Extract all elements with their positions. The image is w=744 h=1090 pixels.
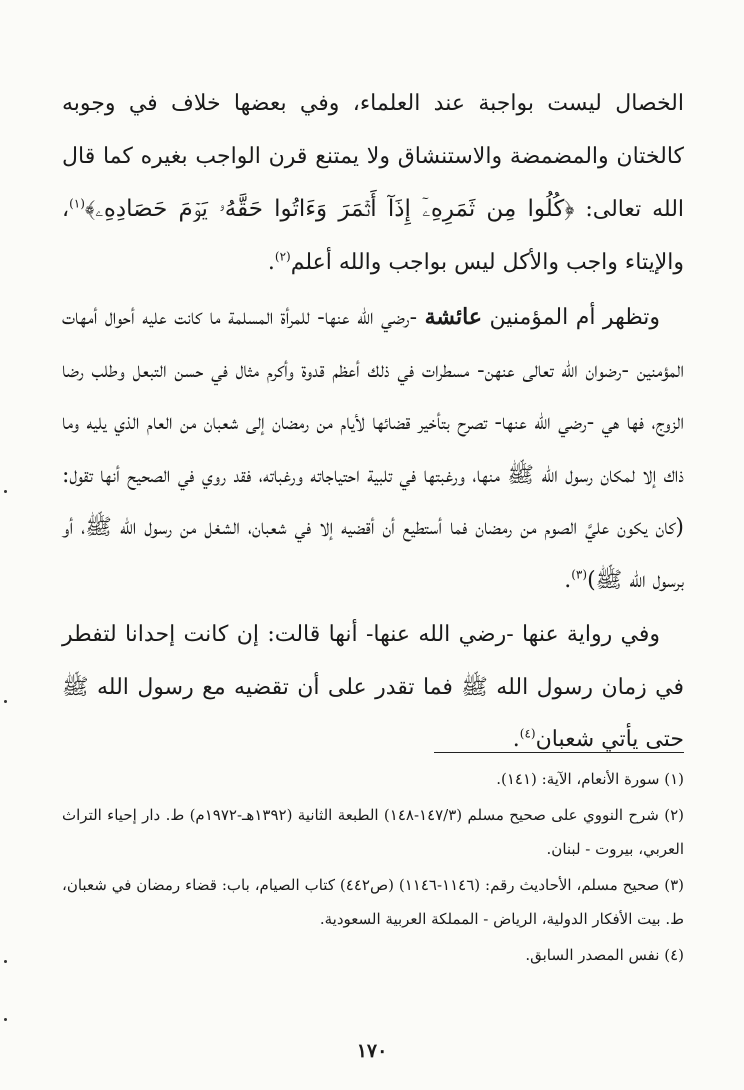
paragraph-2-text-c: .: [564, 567, 572, 593]
footnote-divider: [434, 752, 684, 753]
paragraph-1-text-a: الخصال ليست بواجبة عند العلماء، وفي بعضها خلاف في وجوبه كالختان والمضمضة والاستنشاق ولا يمتنع قرن الواجب بغيره كما قال الله تعالى:: [62, 91, 685, 222]
scan-edge-mark: [4, 960, 7, 963]
footnotes: [62, 762, 684, 972]
footnote-2: (٢) شرح النووي على صحيح مسلم (١٤٧/٣-١٤٨) الطبعة الثانية (١٣٩٢هـ-١٩٧٢م) ط. دار إحياء التراث العربي، بيروت - لبنان.: [62, 806, 684, 858]
paragraph-2: [62, 291, 684, 607]
footnote-ref-1[interactable]: (١): [69, 196, 85, 211]
footnote-4: (٤) نفس المصدر السابق.: [525, 946, 684, 964]
aisha-name: عائشة: [424, 304, 482, 330]
paragraph-3: [62, 609, 684, 767]
footnote-3: (٣) صحيح مسلم، الأحاديث رقم: (١١٤٦-١١٤٦) (ص٤٤٢) كتاب الصيام، باب: قضاء رمضان في شعبان، ط. بيت الأفكار الدولية، الرياض - المملكة العربية السعودية.: [62, 876, 685, 928]
scan-edge-mark: [4, 700, 7, 703]
paragraph-1-text-b: ، والإيتاء واجب والأكل ليس بواجب والله أعلم: [62, 197, 684, 275]
paragraph-2-text-a: وتظهر أم المؤمنين: [489, 305, 661, 330]
scan-edge-mark: [4, 490, 7, 493]
quran-verse: ﴿كُلُوا مِن ثَمَرِهِۦٓ إِذَآ أَثۡمَرَ وَءَاتُوا حَقَّهُۥ يَوۡمَ حَصَادِهِۦ﴾: [84, 196, 575, 222]
footnote-1: (١) سورة الأنعام، الآية: (١٤١).: [496, 770, 684, 788]
paragraph-1: [62, 78, 684, 289]
scan-edge-mark: [4, 1018, 7, 1021]
paragraph-2-text-b: -رضي الله عنها- للمرأة المسلمة ما كانت عليه أحوال أمهات المؤمنين -رضوان الله تعالى عنهن- مسطرات في ذلك أعظم قدوة وأكرم مثال في حسن التبعل وطلب رضا الزوج، فها هي -رضي الله عنها- تصرح بتأخير قضائها لأيام من رمضان إلى شعبان من العام الذي يليه وما ذاك إلا لمكان رسول الله ﷺ منها، ورغبتها في تلبية احتياجاته ورغباته، فقد روي في الصحيح أنها تقول: (كان يكون عليَّ الصوم من رمضان فما أستطيع أن أقضيه إلا في شعبان، الشغل من رسول الله ﷺ، أو برسول الله ﷺ): [62, 305, 684, 593]
footnote-ref-3[interactable]: (٣): [571, 567, 588, 582]
paragraph-1-text-c: .: [267, 249, 275, 275]
footnote-ref-2[interactable]: (٢): [274, 249, 291, 264]
page-number: ١٧٠: [356, 1040, 388, 1062]
paragraph-3-text-a: وفي رواية عنها -رضي الله عنها- أنها قالت: إن كانت إحدانا لتفطر في زمان رسول الله ﷺ فما تقدر على أن تقضيه مع رسول الله ﷺ حتى يأتي شعبان: [62, 622, 684, 752]
main-text: [62, 78, 684, 767]
paragraph-3-text-c: .: [512, 727, 520, 752]
footnote-ref-4[interactable]: (٤): [519, 726, 536, 741]
